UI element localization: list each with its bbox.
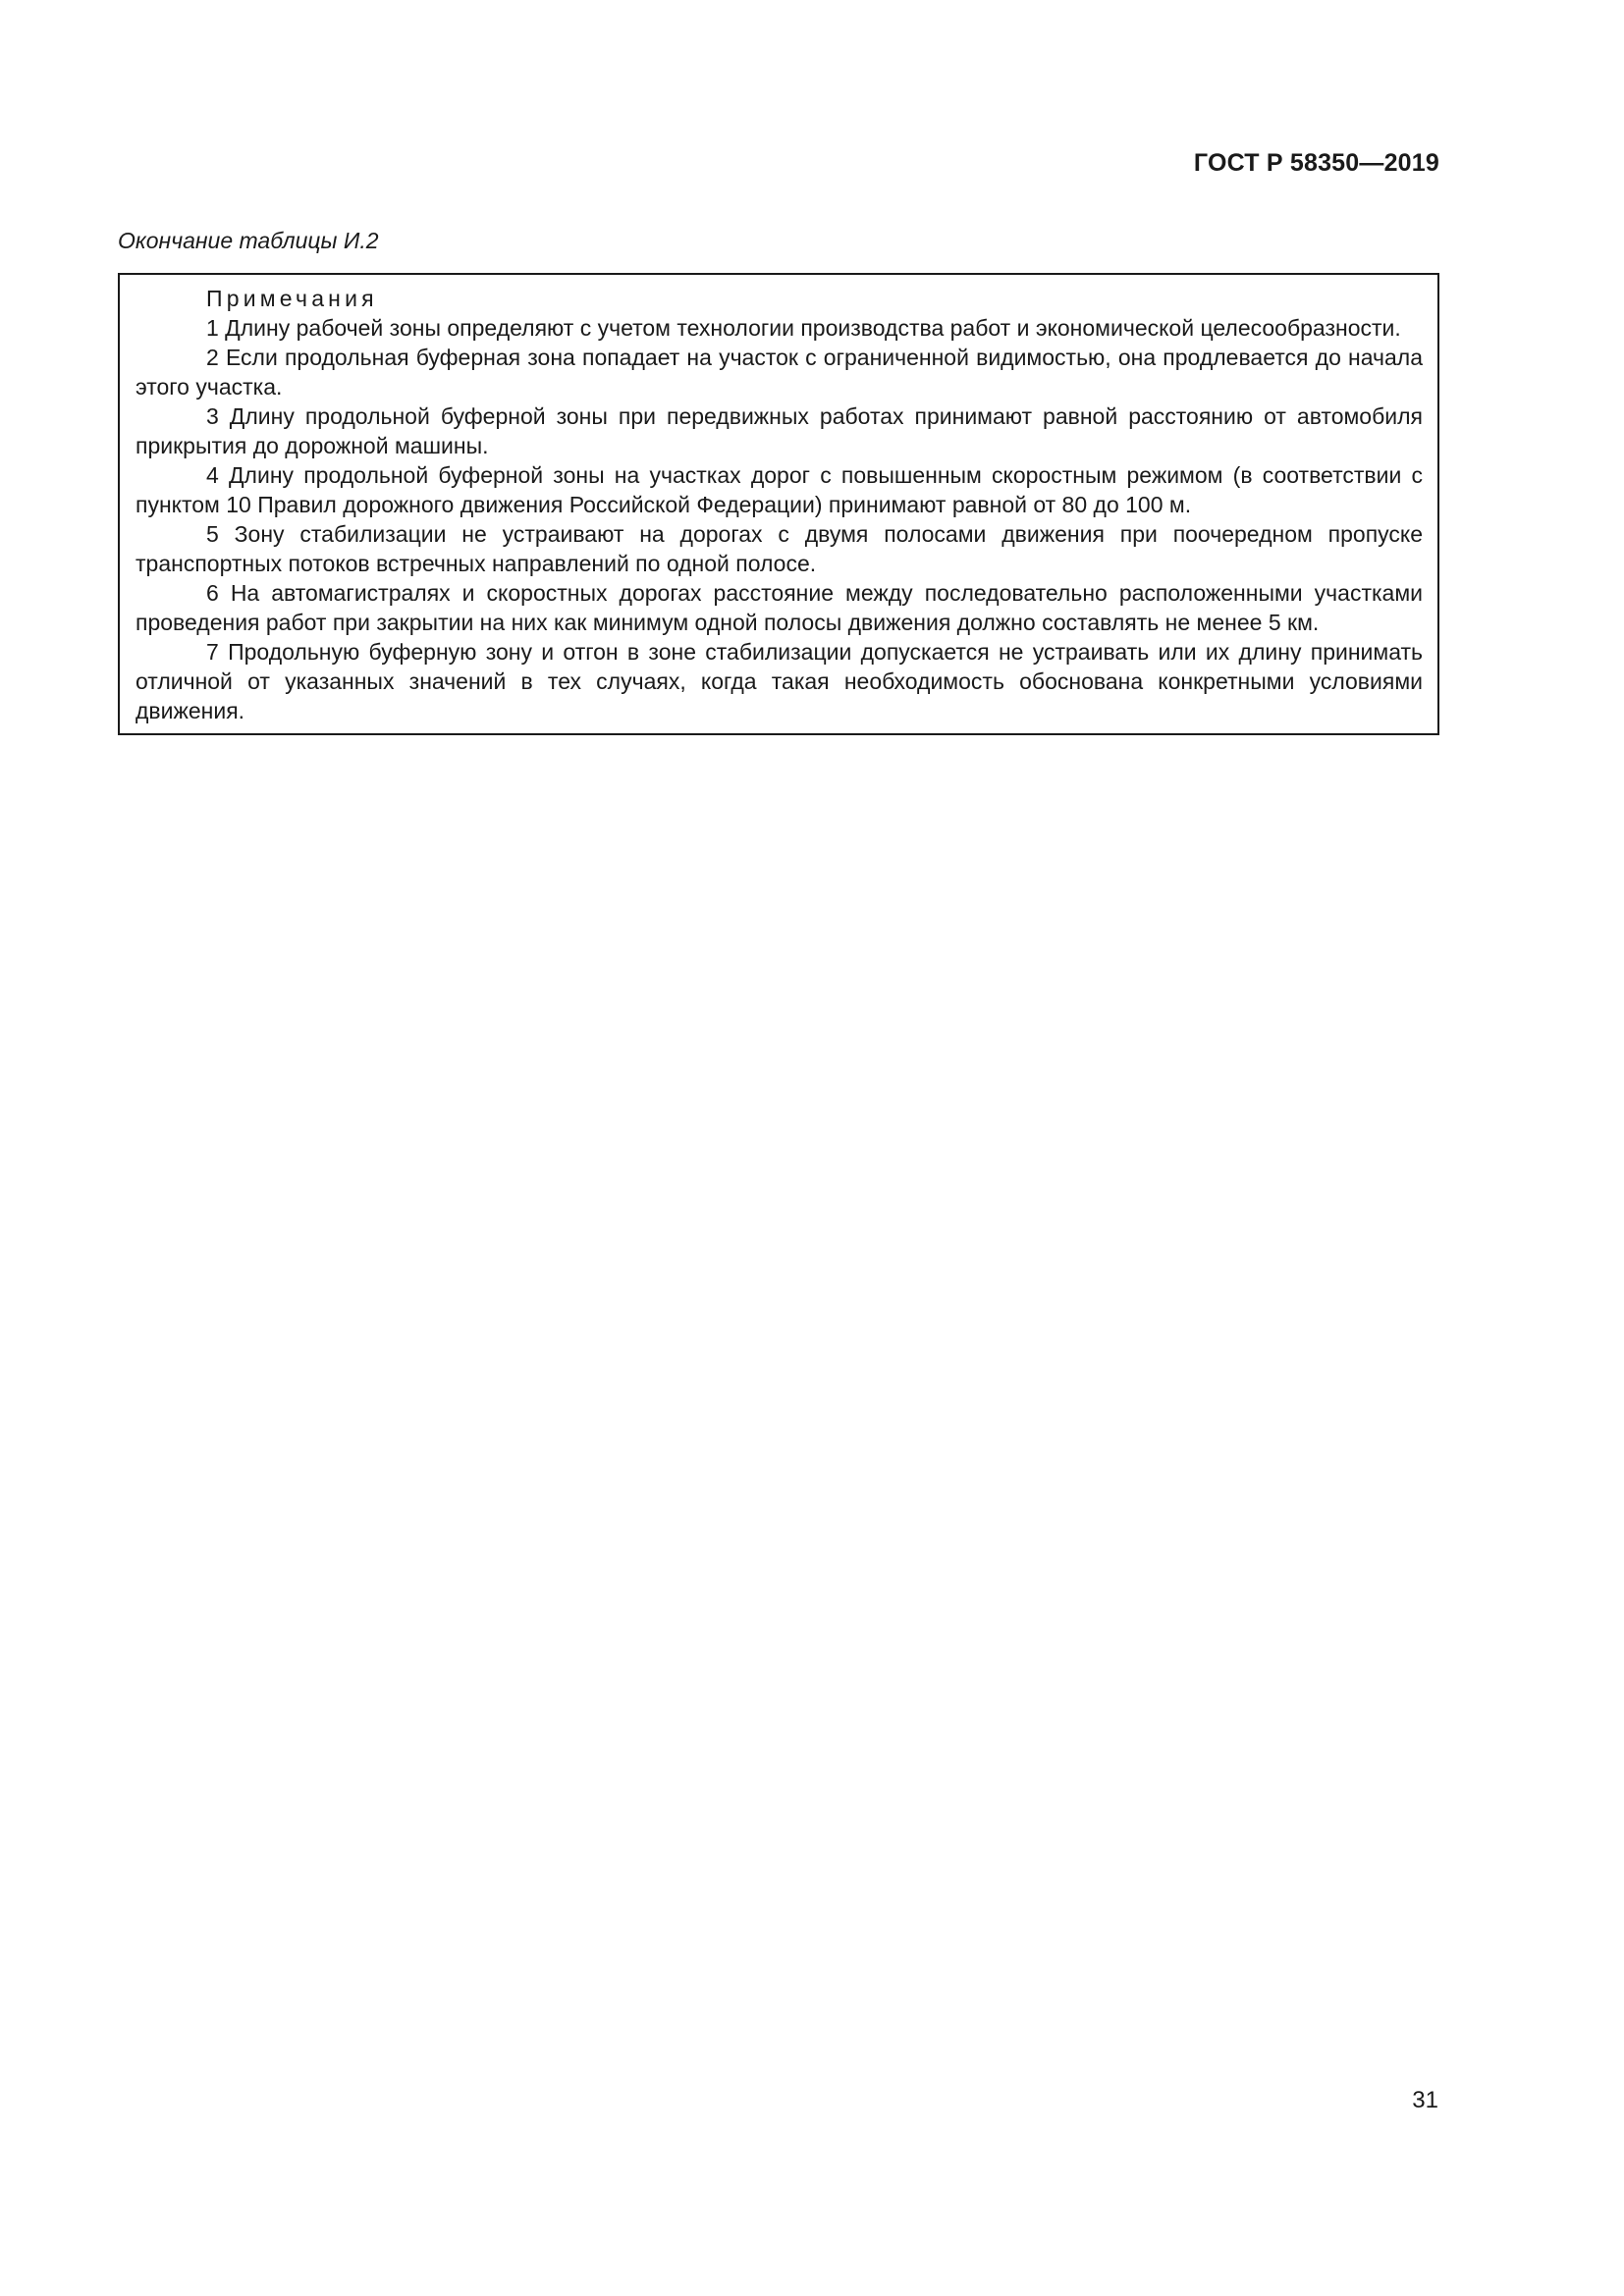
- note-5: 5 Зону стабилизации не устраивают на дорогах с двумя полосами движения при поочередном пропуске транспортных потоков встречных направлений по одной полосе.: [135, 521, 1423, 576]
- notes-box: [118, 273, 1439, 735]
- note-7: 7 Продольную буферную зону и отгон в зоне стабилизации допускается не устраивать или их длину принимать отличной от указанных значений в тех случаях, когда такая необходимость обоснована конкретными условиями движения.: [135, 639, 1423, 723]
- document-code: ГОСТ Р 58350—2019: [1193, 149, 1439, 177]
- note-6: 6 На автомагистралях и скоростных дорогах расстояние между последовательно расположенными участками проведения работ при закрытии на них как минимум одной полосы движения должно составлять не менее 5 км.: [135, 580, 1423, 635]
- table-caption: Окончание таблицы И.2: [118, 228, 379, 253]
- note-3: 3 Длину продольной буферной зоны при передвижных работах принимают равной расстоянию от автомобиля прикрытия до дорожной машины.: [135, 403, 1423, 458]
- page-number: 31: [1412, 2087, 1438, 2113]
- note-4: 4 Длину продольной буферной зоны на участках дорог с повышенным скоростным режимом (в соответствии с пунктом 10 Правил дорожного движения Российской Федерации) принимают равной от 80 до 100 м.: [135, 462, 1423, 517]
- note-1: 1 Длину рабочей зоны определяют с учетом технологии производства работ и экономической целесообразности.: [206, 315, 1401, 341]
- note-2: 2 Если продольная буферная зона попадает на участок с ограниченной видимостью, она продлевается до начала этого участка.: [135, 345, 1423, 400]
- notes-heading: Примечания: [206, 286, 378, 311]
